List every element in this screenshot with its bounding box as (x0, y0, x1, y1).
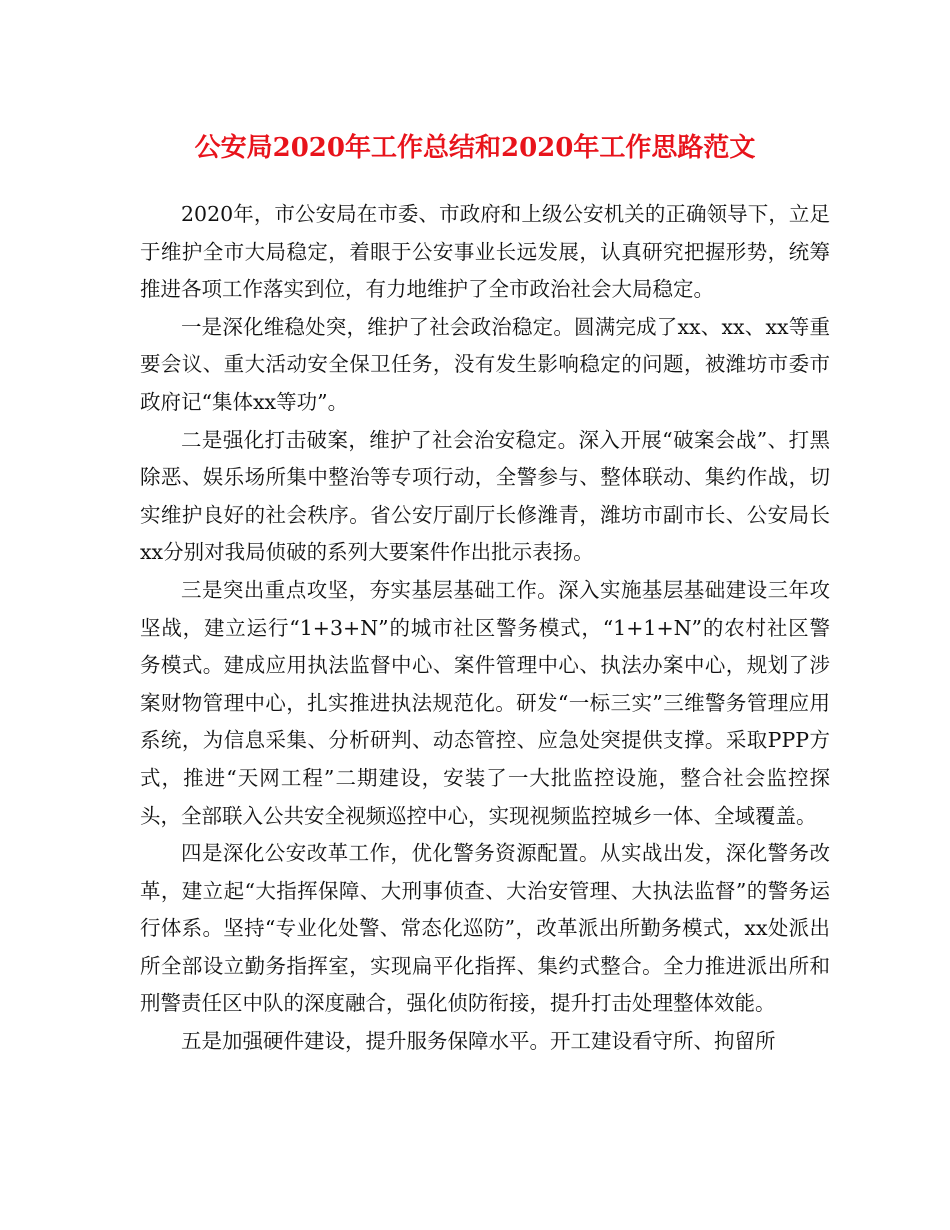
paragraph-reform: 四是深化公安改革工作，优化警务资源配置。从实战出发，深化警务改革，建立起“大指挥保障、大刑事侦查、大治安管理、大执法监督”的警务运行体系。坚持“专业化处警、常态化巡防”，改革派出所勤务模式，xx处派出所全部设立勤务指挥室，实现扁平化指挥、集约式整合。全力推进派出所和刑警责任区中队的深度融合，强化侦防衔接，提升打击处理整体效能。 (140, 841, 830, 1016)
document-body (140, 196, 830, 1061)
paragraph-crime-fighting: 二是强化打击破案，维护了社会治安稳定。深入开展“破案会战”、打黑除恶、娱乐场所集中整治等专项行动，全警参与、整体联动、集约作战，切实维护良好的社会秩序。省公安厅副厅长修潍青，潍坊市副市长、公安局长xx分别对我局侦破的系列大要案件作出批示表扬。 (140, 427, 830, 565)
paragraph-intro: 2020年，市公安局在市委、市政府和上级公安机关的正确领导下，立足于维护全市大局稳定，着眼于公安事业长远发展，认真研究把握形势，统筹推进各项工作落实到位，有力地维护了全市政治社会大局稳定。 (140, 202, 830, 302)
paragraph-grassroots: 三是突出重点攻坚，夯实基层基础工作。深入实施基层基础建设三年攻坚战，建立运行“1+3+N”的城市社区警务模式，“1+1+N”的农村社区警务模式。建成应用执法监督中心、案件管理中心、执法办案中心，规划了涉案财物管理中心，扎实推进执法规范化。研发“一标三实”三维警务管理应用系统，为信息采集、分析研判、动态管控、应急处突提供支撑。采取PPP方式，推进“天网工程”二期建设，安装了一大批监控设施，整合社会监控探头，全部联入公共安全视频巡控中心，实现视频监控城乡一体、全域覆盖。 (140, 577, 830, 828)
paragraph-hardware: 五是加强硬件建设，提升服务保障水平。开工建设看守所、拘留所 (181, 1029, 776, 1054)
paragraph-stability: 一是深化维稳处突，维护了社会政治稳定。圆满完成了xx、xx、xx等重要会议、重大活动安全保卫任务，没有发生影响稳定的问题，被潍坊市委市政府记“集体xx等功”。 (140, 314, 830, 414)
document-title: 公安局2020年工作总结和2020年工作思路范文 (194, 133, 756, 163)
